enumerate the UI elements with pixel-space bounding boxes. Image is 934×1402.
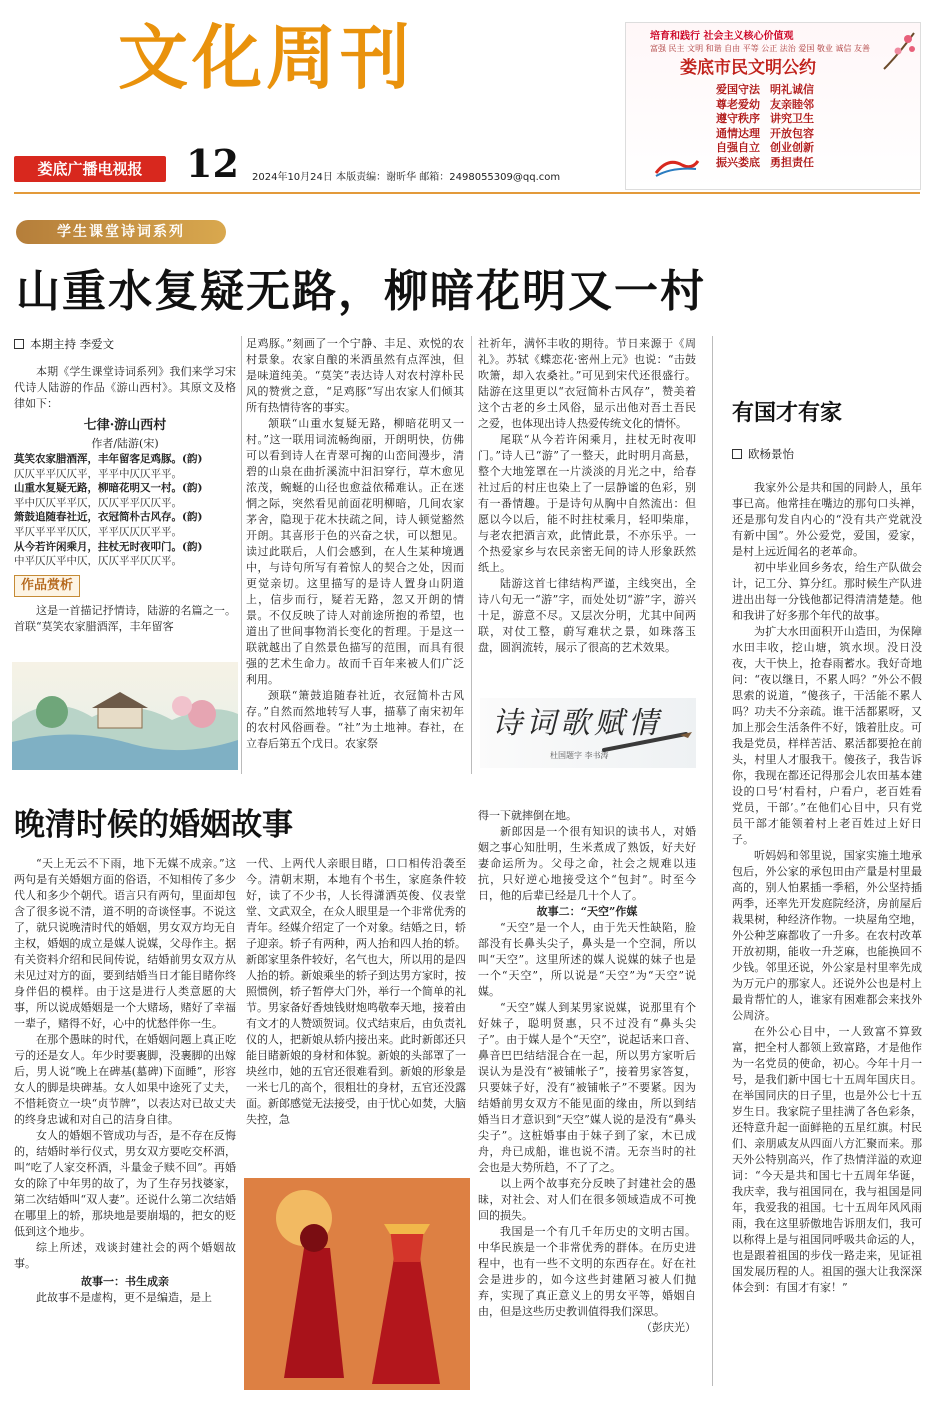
article1-col2-paragraph: 颔联“山重水复疑无路，柳暗花明又一村。”这一联用词流畅绚丽，开朗明快，仿佛可以看到诗人在青翠可掬的山峦间漫步，清碧的山泉在曲折溪流中汩汩穿行，草木愈见浓茂，蜿蜒的山径也愈益依稀难认。正在迷惘之际，突然看见前面花明柳暗，几间农家茅舍，隐现于花木扶疏之间，诗人顿觉豁然开朗。其喜形于色的兴奋之状，可以想见。读过此联后，人们会感到，在人生某种境遇中，与诗句所写有着惊人的契合之处，因而更觉亲切。这里描写的是诗人置身山阴道上，信步而行，疑若无路，忽又开朗的情景。不仅反映了诗人对前途所抱的希望，也道出了世间事物消长变化的哲理。于是这一联就越出了自然景色描写的范围，而具有很强的艺术生命力。故而千百年来被人们广泛利用。 [246,417,464,686]
article3-headline: 有国才有家 [732,401,843,426]
article1-headline: 山重水复疑无路，柳暗花明又一村 [16,266,706,317]
column-rule [712,336,713,1386]
appreciation-label: 作品赏析 [14,575,80,597]
article2-col1-paragraph: 女人的婚姻不管成功与否，是不存在反悔的，结婚时举行仪式，男女双方要吃交杯酒，叫“吃了人家交杯酒，斗量金子赎不回”。再婚女的除了中年男的故了，为了生存另找婆家，第二次结婚叫“双人妻”。还说什么第二次结婚在哪里上的轿，那块地是要崩塌的，把女的贬低到这个地步。 [14,1129,236,1238]
banner-row [716,83,906,98]
banner-cell: 自强自立 [716,141,760,154]
newspaper-brand: 娄底广播电视报 [14,156,166,182]
story2-title: 故事二：“天空”作媒 [536,905,638,918]
masthead-divider [14,192,920,194]
poem-meter: 仄仄平平仄仄平，平平中仄仄平平。 [14,467,182,480]
banner-cell: 爱国守法 [716,83,760,96]
appreciation-label-wrap [14,575,236,597]
calligraphy-art [480,698,696,768]
poem-line [14,540,236,555]
article3-paragraph: 为扩大水田面积开山造田，为保障水田丰收，挖山塘，筑水坝。没日没夜，大干快上，抢春雨蓄水。我好奇地问：“夜以继日，不累人吗？”外公不假思索的说道，“傻孩子，干活能不累人吗？功夫不分亲疏。谁干活都累呀，又加上那会生活条件不好，饿着肚皮。可我是党员，样样苦活、累活都要抢在前头，村里人才服我干。傻孩子，我告诉你，我现在都还记得那会儿农田基本建设的口号‘村看村，户看户，老百姓看党员，干部’。”在他们心目中，只有党员干部才能领着村上老百姓过上好日子。 [732,625,922,846]
poem-meter: 平仄平平平仄仄，平平仄仄仄平平。 [14,525,182,538]
calligraphy-caption: 杜国题字 李书涛 [550,751,609,760]
brush-icon [600,726,694,756]
article2-col3 [478,808,696,1336]
poem-meter: 中平仄仄平中仄，仄仄平平仄仄平。 [14,555,182,568]
article2-author: （彭庆光） [641,1321,696,1334]
article3-paragraph: 我家外公是共和国的同龄人，虽年事已高。他常挂在嘴边的那句口头禅，还是那句发自内心的“没有共产党就没有新中国”。外公爱党，爱国，爱家，是村上远近闻名的老革命。 [732,481,922,558]
banner-cell: 开放包容 [770,126,814,140]
article2-col3-paragraph: 得一下就摔倒在地。 [478,809,577,822]
poem-title: 七律·游山西村 [83,418,167,433]
poem-line-text: 山重水复疑无路，柳暗花明又一村。(韵) [14,482,203,495]
banner-cell: 通情达理 [716,126,760,140]
byline-text: 本期主持 李爱文 [30,337,115,351]
article1-intro: 本期《学生课堂诗词系列》我们来学习宋代诗人陆游的作品《游山西村》。其原文及格律如下： [14,365,236,410]
landscape-illustration [12,662,238,770]
article3-body [732,480,922,1296]
story1-title: 故事一：书生成亲 [81,1275,169,1288]
banner-row [716,141,906,156]
banner-cell: 振兴娄底 [716,155,760,169]
article1-col1 [14,336,236,635]
article3-byline [732,446,794,462]
article1-col2 [246,336,464,752]
article1-col2-paragraph: 颈联“箫鼓追随春社近，衣冠简朴古风存。”自然而然地转写人事，描摹了南宋初年的农村风俗画卷。“社”为土地神。春社，在立春后第五个戊日。农家祭 [246,689,464,750]
byline-text: 欧杨景怡 [748,447,794,461]
civility-logo-icon [652,155,702,179]
banner-cell: 勇担责任 [770,155,814,169]
banner-cell: 尊老爱幼 [716,97,760,111]
issue-info: 2024年10月24日 本版责编：谢昕华 邮箱：2498055309@qq.com [252,172,561,183]
article2-col1-paragraph: 综上所述，戏谈封建社会的两个婚姻故事。 [14,1241,236,1270]
article1-col3-paragraph: 尾联“从今若许闲乘月，拄杖无时夜叩门。”诗人已“游”了一整天，此时明月高悬，整个大地笼罩在一片淡淡的月光之中，给春社过后的村庄也染上了一层静谧的色彩，别有一番情趣。于是诗句从胸中自然流出：但愿以今以后，能不时拄杖乘月，轻叩柴扉，与老农把酒言欢，此情此景，不亦乐乎。一个热爱家乡与农民亲密无间的诗人形象跃然纸上。 [478,433,696,574]
poem-line [14,481,236,496]
poem-line [14,452,236,467]
banner-cell: 创业创新 [770,141,814,154]
masthead-title: 文化周刊 [118,17,414,99]
calligraphy-text: 诗词歌赋情 [492,706,662,741]
banner-values: 富强 民主 文明 和谐 自由 平等 公正 法治 爱国 敬业 诚信 友善 [650,44,870,53]
series-label: 学生课堂诗词系列 [16,220,226,244]
poem-line-text: 莫笑农家腊酒浑，丰年留客足鸡豚。(韵) [14,453,203,465]
story1-paragraph: 此故事不是虚构，更不是编造，是上 [36,1291,212,1304]
article2-col3-paragraph: “天空”是一个人，由于先天性缺陷，脸部没有长鼻头尖子，鼻头是一个空洞，所以叫“天空”。这里所述的媒人说媒的妹子也是一个“天空”，所以说是“天空”为“天空”说媒。 [478,921,696,998]
article3-paragraph: 在外公心目中，一人致富不算致富，把全村人都领上致富路，才是他作为一名党员的使命，初心。今年十月一号，是我们新中国七十五周年国庆日。在举国同庆的日子里，也是外公七十五岁生日。我家院子里挂满了各色彩条，还特意升起一面鲜艳的五星红旗。村民们、亲朋戚友从四面八方汇聚而来。那天外公特别高兴，作了热情洋溢的欢迎词：“今天是共和国七十五周年华诞，我庆幸，我与祖国同在，我与祖国是同年，我爱我的祖国。七十五周年风风雨雨，我在这里骄傲地告诉朋友们，我可以称得上是与祖国同呼吸共命运的人，也是跟着祖国的步伐一路走来，见证祖国发展历程的人。祖国的强大让我深深体会到：有国才有家！” [732,1025,922,1294]
plum-blossom-icon [880,29,918,71]
article2-headline: 晚清时候的婚姻故事 [14,807,293,843]
article2-col2 [246,856,466,1128]
article1-col3-paragraph: 陆游这首七律结构严谨，主线突出，全诗八句无一“游”字，而处处切“游”字，游兴十足，游意不尽。又层次分明，尤其中间两联，对仗工整，蔚写难状之景，如珠落玉盘，圆润流转，展示了很高的艺术效果。 [478,577,696,654]
article2-col3-paragraph: 我国是一个有几千年历史的文明古国。中华民族是一个非常优秀的群体。在历史进程中，也有一些不文明的东西存在。好在社会是进步的，如今这些封建陋习被人们抛弃，实现了真正意义上的男女平等，婚姻自由，但是这些历史教训值得我们深思。 [478,1225,696,1318]
banner-row [716,127,906,142]
byline-box-icon [14,339,24,349]
article2-col1-paragraph: 在那个愚昧的时代，在婚姻问题上真正吃亏的还是女人。年少时要裹脚，没裹脚的出嫁后，男人说“晚上在碑基(墓碑)下面睡”，形容女人的脚是块碑基。女人如果中途死了丈夫，不惜耗资立一块“贞节牌”，以表达对已故丈夫的终身忠诚和对自己的洁身自律。 [14,1033,236,1126]
poem-meter: 平中仄仄平平仄，仄仄平平仄仄平。 [14,496,182,509]
article1-byline [14,336,236,352]
page-number: 12 [186,141,239,186]
article1-col3-paragraph: 社祈年，满怀丰收的期待。节日来源于《周礼》。苏轼《蝶恋花·密州上元》也说：“击鼓吹箫，却入农桑社。”可见到宋代还很盛行。陆游在这里更以“衣冠简朴古风存”，赞美着这个古老的乡土风俗，显示出他对吾土吾民之爱，也体现出诗人热爱传统文化的情怀。 [478,337,696,430]
wedding-illustration [244,1178,470,1390]
article2-col1 [14,856,236,1306]
banner-cell: 友亲睦邻 [770,97,814,111]
banner-row [716,98,906,113]
article2-col1-paragraph: “天上无云不下雨，地下无媒不成亲。”这两句是有关婚姻方面的俗语，不知相传了多少代人和多少个朝代。语言只有两句，里面却包含了很多说不清，道不明的奇谈怪事。不说这了，就只说晚清时代的婚姻，男女双方均无自主权，婚姻的成立是媒人说媒，父母作主。据有关资料介绍和民间传说，结婚前男女双方从未见过对方的面，要到结婚当日才能目睹你终身伴侣的模样。由于这是进行人类意愿的大事，所以说成婚姻是一个大赌场，赌好了幸福一辈子，赌得不好，心中的忧愁伴你一生。 [14,857,236,1030]
byline-box-icon [732,449,742,459]
banner-row [716,156,906,171]
civility-banner [625,22,921,190]
banner-cell: 讲究卫生 [770,112,814,125]
article1-col1-paragraph: 这是一首描记抒情诗，陆游的名篇之一。首联“莫笑农家腊酒浑，丰年留客 [14,603,236,633]
article1-col3 [478,336,696,656]
poem-line-text: 从今若许闲乘月，拄杖无时夜叩门。(韵) [14,540,203,553]
banner-title: 娄底市民文明公约 [680,58,816,78]
banner-slogan: 培育和践行 社会主义核心价值观 [650,31,794,42]
banner-cell: 明礼诚信 [770,83,814,96]
banner-grid [716,83,906,170]
article1-col2-paragraph: 足鸡豚。”刻画了一个宁静、丰足、欢悦的农村景象。农家自酿的米酒虽然有点浑浊，但是味道纯美。“莫笑”表达诗人对农村淳朴民风的赞赏之意，“足鸡豚”写出农家人们倾其所有热情待客的事实。 [246,337,464,414]
poem-line [14,510,236,525]
column-rule [471,336,472,774]
banner-cell: 遵守秩序 [716,112,760,125]
poem-line-text: 箫鼓追随春社近，衣冠简朴古风存。(韵) [14,511,203,524]
article2-col3-paragraph: “天空”媒人到某男家说媒，说那里有个好妹子，聪明贤惠，只不过没有“鼻头尖子”。由于媒人是个“天空”，说起话来口音、鼻音巴巴结结混合在一起，所以男方家听后误认为是没有“被铺帐子”，接着男家答复，只要妹子好，没有“被铺帐子”不要紧。因为结婚前男女双方不能见面的缘由，所以到结婚当日才意识到“天空”媒人说的是没有“鼻头尖子”。这桩婚事由于妹子到了家，木已成舟，舟已成船，谁也说不清。无奈当时的社会也是大势所趋，不了了之。 [478,1001,696,1174]
banner-row [716,112,906,127]
article2-col2-paragraph: 一代、上两代人亲眼目睹，口口相传沿袭至今。清朝末期，本地有个书生，家庭条件较好，读了不少书，人长得潇洒英俊、仪表堂堂、文武双全，在众人眼里是一个非常优秀的青年。经媒介绍定了一个对象。结婚之日，轿子迎亲。轿子有两种，两人抬和四人抬的轿。新郎家里条件较好，名气也大，所以用的是四人抬的轿。新娘乘坐的轿子到达男方家时，按照惯例，轿子暂停大门外，举行一个简单的礼节。男家备好香烛钱财炮鸣敬奉天地，接着由有文才的人赞颂贺词。仪式结束后，由负责礼仪的人，把新娘从轿内接出来。此时新郎还只能目睹新娘的身材和体貌。新娘的头部罩了一块丝巾，她的五官还很难看到。新娘的形象是一米七几的高个，很粗壮的身材，五官还没露面。新郎感觉无法接受，由于忧心如焚，大脑失控，急 [246,857,466,1126]
article2-col3-paragraph: 以上两个故事充分反映了封建社会的愚昧，对社会、对人们在很多领域造成不可挽回的损失。 [478,1177,696,1222]
article3-paragraph: 初中毕业回乡务农，给生产队做会计，记工分、算分红。那时候生产队进进出出每一分钱他都记得清清楚楚。他和我讲了好多那个年代的故事。 [732,561,922,622]
poem-author: 作者/陆游(宋) [91,437,159,450]
poem-body [14,452,236,569]
article2-col3-paragraph: 新郎因是一个很有知识的读书人，对婚姻之事心知肚明，生米煮成了熟饭，好夫好妻命运所为。父母之命，社会之规难以违抗，只好逆心地接受这个“包封”。时至今日，他的后辈已经是几十个人了。 [478,825,696,902]
column-rule [241,336,242,774]
article3-paragraph: 听妈妈和邻里说，国家实施土地承包后，外公家的承包田由产量是村里最高的，别人怕累插一季稻，外公坚持插两季，还率先开发庭院经济，房前屋后栽果树，种经济作物。一块屋角空地，外公种芝麻都收了一升多。在农村改革开放初期，能收一升芝麻，也能换回不少钱。邻里还说，外公家是村里率先成为万元户的那家人。还说外公也是村上最肯帮忙的人，谁家有困难都会来找外公周济。 [732,849,922,1022]
